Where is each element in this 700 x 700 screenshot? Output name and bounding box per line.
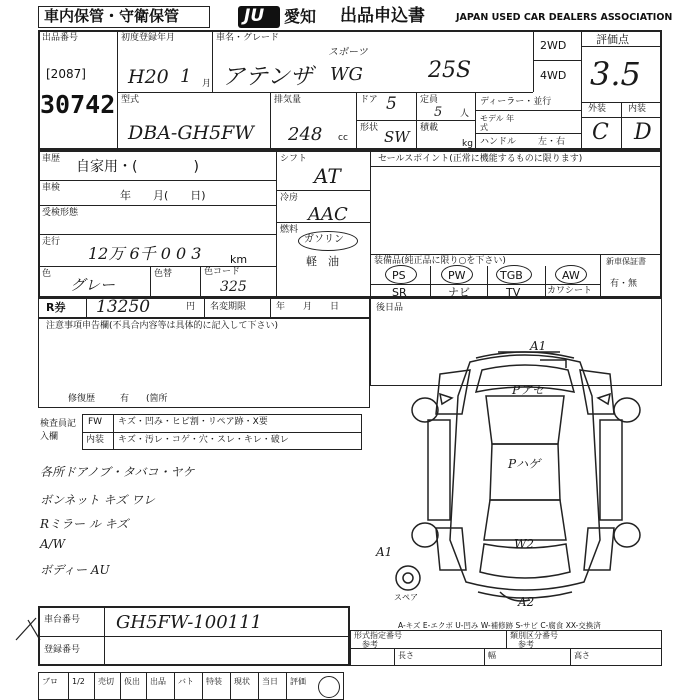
- history-value: 自家用・( ): [76, 159, 199, 175]
- diagram-mark-roof: Pハゲ: [508, 457, 541, 471]
- vehicle-grade-detail: 25S: [428, 58, 472, 83]
- bottom-cell-3: 売切: [98, 677, 114, 686]
- history-label: 車歴: [42, 154, 61, 164]
- equip-navi: ナビ: [448, 286, 470, 299]
- equipment-label: 装備品(純正品に限り○を下さい): [374, 256, 506, 266]
- ref-2: 参考: [518, 640, 534, 649]
- bottom-cell-10: 評価: [290, 677, 306, 686]
- note-line-1: 各所ドアノブ・タバコ・ヤケ: [40, 465, 195, 479]
- bottom-cell-8: 現状: [234, 677, 250, 686]
- exterior-score: C: [592, 120, 609, 145]
- equip-leather: カワシート: [547, 286, 593, 296]
- vehicle-name-extra: スポーツ: [328, 47, 368, 58]
- recycle-label: R券: [46, 301, 66, 314]
- spare-label: スペア: [394, 593, 418, 602]
- model-code: DBA-GH5FW: [128, 122, 254, 144]
- interior-score: D: [634, 120, 652, 145]
- lot-number: 30742: [40, 90, 116, 119]
- color-code-label: 色コード: [204, 267, 241, 277]
- equip-ps: PS: [392, 269, 406, 282]
- after-label: 後日品: [376, 303, 404, 313]
- diagram-mark-hood: Pアセ: [512, 383, 544, 397]
- color-code: 325: [220, 279, 247, 295]
- inspection-label: 車検: [42, 183, 61, 193]
- capacity-label: 定員: [420, 95, 439, 105]
- drive-2wd: 2WD: [540, 39, 567, 52]
- repair-label: 修復歴: [68, 394, 96, 404]
- reg-year-label: 初度登録年月: [121, 33, 176, 43]
- lot-sub-number: [2087]: [46, 67, 86, 81]
- inspection-value: 年 月( 日): [120, 189, 206, 202]
- repair-value: 有: [120, 394, 130, 404]
- interior-label: 内装: [628, 104, 647, 114]
- equip-aw: AW: [562, 269, 580, 282]
- equip-sr: SR: [392, 286, 407, 299]
- transfer-label: 受検形態: [42, 208, 79, 218]
- dealer-label: ディーラー・並行: [480, 97, 552, 107]
- mileage-label: 走行: [42, 237, 61, 247]
- recycle-value: 13250: [96, 297, 151, 317]
- capacity: 5: [434, 105, 443, 120]
- displacement-label: 排気量: [274, 95, 302, 105]
- equip-pw: PW: [448, 269, 466, 282]
- drive-4wd: 4WD: [540, 69, 567, 82]
- form-title: 出品申込書: [340, 6, 425, 26]
- diagram-mark-rear: W2: [514, 537, 534, 551]
- note-line-2: ボンネット キズ ワレ: [40, 493, 156, 507]
- reg-month: 1: [180, 66, 192, 87]
- person-unit: 人: [460, 109, 470, 119]
- length-label: 長さ: [398, 651, 414, 660]
- width-label: 幅: [488, 651, 496, 660]
- interior-items: キズ・汚レ・コゲ・穴・スレ・キレ・破レ: [118, 435, 289, 445]
- type-number-label: 形式指定番号: [354, 631, 402, 640]
- doors: 5: [386, 94, 397, 114]
- note-line-3: Rミラー ル キズ: [40, 517, 129, 531]
- height-label: 高さ: [574, 651, 590, 660]
- displacement: 248: [288, 124, 323, 145]
- vehicle-grade: WG: [330, 64, 363, 85]
- class-number-label: 類別区分番号: [510, 631, 558, 640]
- warranty-value: 有・無: [610, 279, 638, 289]
- fuel-label: 燃料: [280, 225, 299, 235]
- bottom-cell-2: 1/2: [72, 677, 85, 686]
- ju-bottom-logo: [318, 676, 340, 698]
- damage-legend: A-キズ E-エクボ U-凹み W-補修跡 S-サビ C-腐食 XX-交換済: [398, 621, 601, 630]
- bottom-cell-6: バト: [178, 677, 194, 686]
- deadline-label: 名変期限: [210, 302, 247, 312]
- yen-unit: 円: [186, 302, 196, 312]
- lot-label: 出品番号: [42, 33, 79, 43]
- chassis-number: GH5FW-100111: [116, 612, 263, 633]
- shape: SW: [384, 128, 410, 146]
- month-unit: 月: [202, 79, 212, 89]
- ref-1: 参考: [362, 640, 378, 649]
- interior-items-label: 内装: [86, 435, 105, 445]
- score-label: 評価点: [596, 33, 629, 46]
- diagram-mark-side: A1: [376, 545, 393, 559]
- fw-label: FW: [88, 417, 103, 427]
- diagram-mark-bottom: A2: [518, 595, 535, 609]
- shift-value: AT: [314, 164, 341, 188]
- bottom-cell-7: 特装: [206, 677, 222, 686]
- note-line-4: A/W: [40, 537, 66, 551]
- storage-stamp-text: 車内保管・守衛保管: [44, 7, 180, 25]
- diagram-mark-front: A1: [530, 339, 547, 353]
- model-label: 型式: [121, 95, 140, 105]
- inspector-label: 検査員記入欄: [40, 419, 77, 442]
- warranty-label: 新車保証書: [606, 257, 646, 266]
- mileage: 12万 6千 0 0 3: [88, 244, 202, 263]
- score-value: 3.5: [590, 55, 641, 93]
- exterior-label: 外装: [588, 104, 607, 114]
- org-name: 愛知: [284, 7, 317, 26]
- ac-label: 冷房: [280, 193, 299, 203]
- selling-points-label: セールスポイント(正常に機能するものに限ります): [378, 154, 583, 164]
- repair-place: (箇所: [146, 394, 168, 404]
- kg-unit: kg: [462, 139, 473, 149]
- handle-options: 左・右: [538, 137, 566, 147]
- color-label: 色: [42, 269, 52, 279]
- deadline-value: 年 月 日: [276, 302, 340, 312]
- bottom-cell-9: 当日: [262, 677, 278, 686]
- handle-label: ハンドル: [480, 137, 517, 147]
- chassis-label: 車台番号: [44, 615, 81, 625]
- km-unit: km: [230, 253, 248, 266]
- bottom-cell-4: 仮出: [124, 677, 140, 686]
- registration-label: 登録番号: [44, 645, 81, 655]
- model-year-label: モデル 年式: [480, 114, 515, 132]
- notes-label: 注意事項申告欄(不具合内容等は具体的に記入して下さい): [46, 321, 279, 331]
- bottom-cell-5: 出品: [150, 677, 166, 686]
- ac-value: AAC: [308, 204, 348, 225]
- cc-unit: cc: [338, 133, 348, 143]
- org-english: JAPAN USED CAR DEALERS ASSOCIATION: [456, 12, 673, 23]
- fuel-alt: 軽 油: [306, 255, 339, 268]
- ju-logo-text: JU: [244, 6, 265, 26]
- note-line-5: ボディー AU: [40, 563, 110, 577]
- color-change-label: 色替: [154, 269, 173, 279]
- shift-label: シフト: [280, 154, 308, 164]
- equip-tv: TV: [506, 286, 521, 299]
- vehicle-name: アテンザ: [222, 64, 313, 90]
- load-label: 積載: [420, 123, 439, 133]
- fw-items: キズ・凹み・ヒビ割・リペア跡・X要: [118, 417, 268, 427]
- fuel-value: ガソリン: [304, 234, 344, 245]
- doors-label: ドア: [360, 95, 378, 105]
- shape-label: 形状: [360, 123, 379, 133]
- color: グレー: [70, 276, 116, 294]
- bottom-cell-1: ブロ: [42, 677, 58, 686]
- reg-year: H20: [128, 66, 169, 88]
- equip-tgb: TGB: [500, 269, 523, 282]
- name-label: 車名・グレード: [216, 33, 280, 43]
